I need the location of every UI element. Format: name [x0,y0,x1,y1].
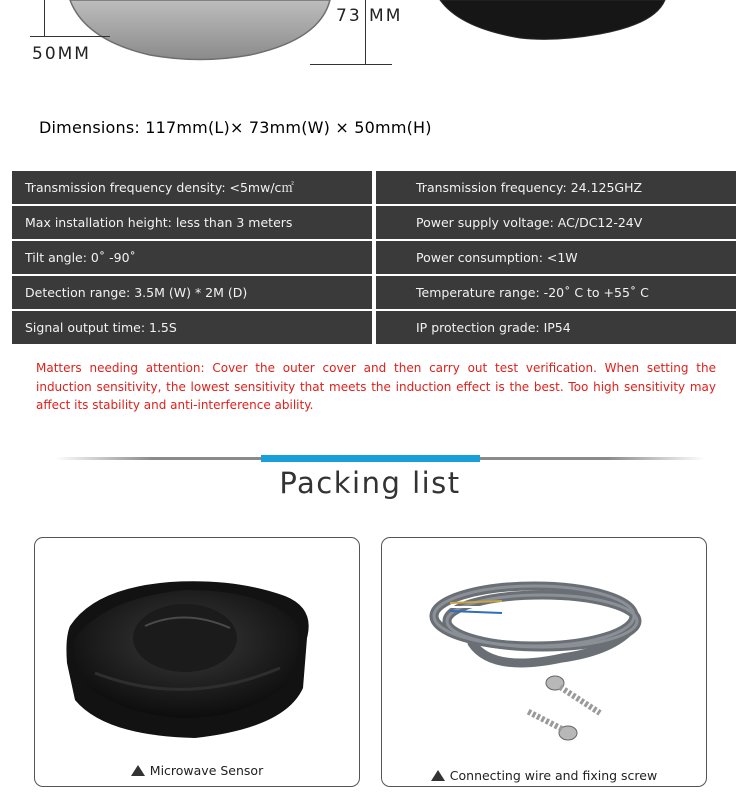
triangle-bullet-icon [431,770,445,781]
screw-shape [527,711,577,740]
packing-list-title: Packing list [279,466,461,500]
spec-row [12,276,736,309]
width-dimension-base [310,64,392,65]
height-dimension-base [30,36,110,37]
packing-item-caption-text: Microwave Sensor [149,763,264,778]
spec-cell: Max installation height: less than 3 meters [12,206,372,239]
attention-notice: Matters needing attention: Cover the outer cover and then carry out test verification. When setting the induction sensitivity, the lowest sensitivity that meets the induction effect is the best. Too high sensitivity may affect its stability and anti-interference ability. [36,361,716,412]
packing-item-caption [382,768,706,783]
spec-row [12,206,736,239]
spec-cell: Transmission frequency: 24.125GHZ [376,171,736,204]
cable-and-screws-icon [382,563,705,763]
width-dimension-label: 73 MM [336,6,403,26]
spec-row [12,311,736,344]
section-divider [55,455,705,461]
spec-cell: Power supply voltage: AC/DC12-24V [376,206,736,239]
packing-item-caption-text: Connecting wire and fixing screw [449,768,658,783]
packing-item-caption [35,763,359,778]
spec-cell: Signal output time: 1.5S [12,311,372,344]
spec-cell: Transmission frequency density: <5mw/c㎡ [12,171,372,204]
divider-accent-bar [261,455,480,462]
packing-item-card-wire [381,537,707,787]
spec-cell: Tilt angle: 0˚ -90˚ [12,241,372,274]
black-product-shape [440,0,665,39]
screw-shape [546,676,600,713]
spec-row [12,171,736,204]
spec-cell: Detection range: 3.5M (W) * 2M (D) [12,276,372,309]
microwave-sensor-icon [35,568,358,778]
product-dimension-illustration [0,0,750,100]
spec-cell: Power consumption: <1W [376,241,736,274]
height-dimension-line [44,0,45,36]
spec-cell: IP protection grade: IP54 [376,311,736,344]
dimensions-text: Dimensions: 117mm(L)× 73mm(W) × 50mm(H) [39,118,432,137]
triangle-bullet-icon [131,765,145,776]
grey-dome-shape [70,0,330,60]
spec-cell: Temperature range: -20˚ C to +55˚ C [376,276,736,309]
height-dimension-label: 50MM [32,44,91,64]
spec-row [12,241,736,274]
packing-item-card-sensor [34,537,360,787]
